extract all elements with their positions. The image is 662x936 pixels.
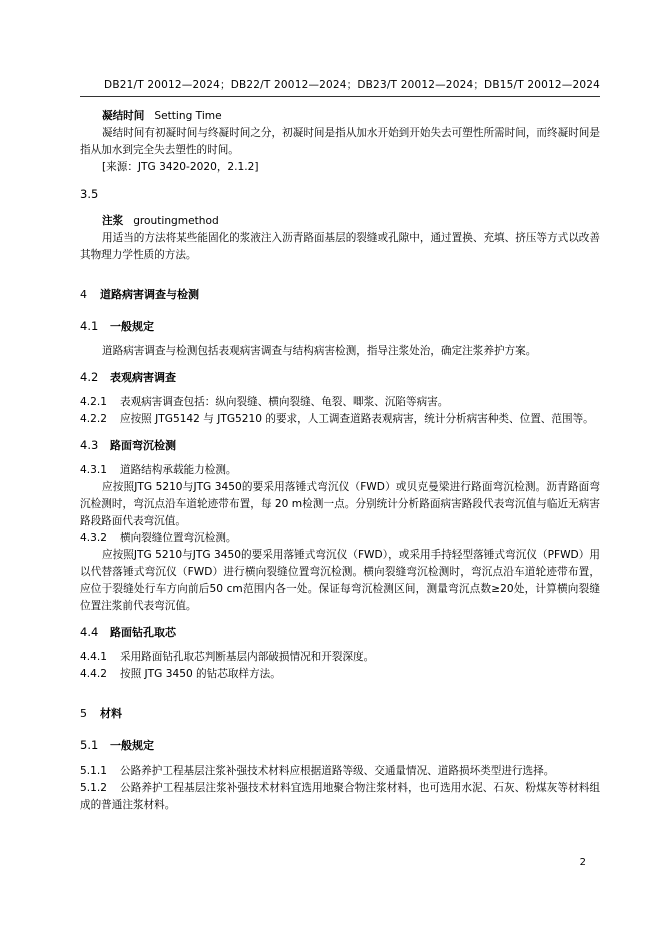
section-title: 表观病害调查	[110, 371, 176, 384]
section-number: 4.2	[80, 370, 99, 384]
clause-item	[80, 780, 600, 814]
clause-item	[80, 666, 600, 683]
term-en: Setting Time	[154, 110, 222, 122]
clause-number: 4.4.2	[80, 668, 107, 680]
term-grouting	[80, 213, 600, 230]
section-heading	[80, 369, 600, 386]
section-number: 4.1	[80, 319, 99, 333]
clause-text: 采用路面钻孔取芯判断基层内部破损情况和开裂深度。	[120, 651, 375, 663]
section-number: 5.1	[80, 738, 99, 752]
chapter-number: 5	[80, 707, 87, 720]
section-number: 4.4	[80, 625, 99, 639]
clause-number: 4.4.1	[80, 651, 107, 663]
clause-number: 4.2.2	[80, 413, 107, 425]
clause-text: 公路养护工程基层注浆补强技术材料应根据道路等级、交通量情况、道路损坏类型进行选择。	[120, 765, 555, 777]
page-number: 2	[579, 857, 586, 868]
paragraph: 应按照JTG 5210与JTG 3450的要采用落锤式弯沉仪（FWD），或采用手持轻型落锤式弯沉仪（PFWD）用以代替落锤式弯沉仪（FWD）进行横向裂缝位置弯沉检测。横向裂缝弯沉检测时，弯沉点沿车道轮迹带布置，应位于裂缝处行车方向前后50 cm范围内各一处。保证每弯沉检测区间，测量弯沉点数≥20处，计算横向裂缝位置注浆前代表弯沉值。	[80, 549, 600, 612]
clause-text: 公路养护工程基层注浆补强技术材料宜选用地聚合物注浆材料，也可选用水泥、石灰、粉煤灰等材料组成的普通注浆材料。	[80, 782, 600, 811]
chapter-title: 道路病害调查与检测	[100, 288, 199, 301]
section-heading	[80, 624, 600, 641]
clause-item	[80, 462, 600, 479]
paragraph: 应按照JTG 5210与JTG 3450的要采用落锤式弯沉仪（FWD）或贝克曼梁进行路面弯沉检测。沥青路面弯沉检测时，弯沉点沿车道轮迹带布置，每 20 m检测一点。分别统计分析路面病害路段代表弯沉值与临近无病害路段路面代表弯沉值。	[80, 481, 600, 527]
clause-number: 4.2.1	[80, 396, 107, 408]
clause-text: 横向裂缝位置弯沉检测。	[120, 532, 237, 544]
term-definition: 凝结时间有初凝时间与终凝时间之分，初凝时间是指从加水开始到开始失去可塑性所需时间，而终凝时间是指从加水到完全失去塑性的时间。	[80, 127, 600, 156]
clause-item	[80, 763, 600, 780]
clause-item	[80, 649, 600, 666]
chapter-number: 4	[80, 288, 87, 301]
section-number: 4.3	[80, 438, 99, 452]
term-zh: 注浆	[102, 215, 124, 227]
paragraph: 道路病害调查与检测包括表观病害调查与结构病害检测，指导注浆处治，确定注浆养护方案。	[102, 345, 537, 357]
section-heading	[80, 437, 600, 454]
clause-text: 表观病害调查包括：纵向裂缝、横向裂缝、龟裂、唧浆、沉陷等病害。	[120, 396, 449, 408]
clause-number: 4.3.1	[80, 464, 107, 476]
term-setting-time	[80, 108, 600, 125]
section-title: 一般规定	[110, 739, 154, 752]
section-title: 路面弯沉检测	[110, 439, 176, 452]
header-divider	[80, 96, 600, 97]
chapter-heading	[80, 286, 600, 303]
clause-item	[80, 411, 600, 428]
clause-number: 5.1.1	[80, 765, 107, 777]
clause-text: 按照 JTG 3450 的钻芯取样方法。	[120, 668, 281, 680]
section-title: 路面钻孔取芯	[110, 626, 176, 639]
section-heading	[80, 737, 600, 754]
clause-item	[80, 394, 600, 411]
clause-number: 4.3.2	[80, 532, 107, 544]
term-zh: 凝结时间	[102, 110, 145, 122]
chapter-heading	[80, 705, 600, 722]
section-heading	[80, 318, 600, 335]
clause-text: 道路结构承载能力检测。	[120, 464, 237, 476]
section-title: 一般规定	[110, 320, 154, 333]
term-definition: 用适当的方法将某些能固化的浆液注入沥青路面基层的裂缝或孔隙中，通过置换、充填、挤压等方式以改善其物理力学性质的方法。	[80, 232, 600, 261]
clause-text: 应按照 JTG5142 与 JTG5210 的要求，人工调查道路表观病害，统计分析病害种类、位置、范围等。	[120, 413, 594, 425]
clause-number: 5.1.2	[80, 782, 107, 794]
clause-number: 3.5	[80, 187, 99, 201]
standard-codes: DB21/T 20012—2024；DB22/T 20012—2024；DB23/T 20012—2024；DB15/T 20012—2024	[104, 79, 600, 91]
document-body	[80, 108, 600, 814]
clause-item	[80, 530, 600, 547]
document-header	[104, 77, 600, 92]
chapter-title: 材料	[100, 707, 122, 720]
term-en: groutingmethod	[133, 215, 219, 227]
term-source: [来源：JTG 3420-2020，2.1.2]	[102, 161, 259, 173]
